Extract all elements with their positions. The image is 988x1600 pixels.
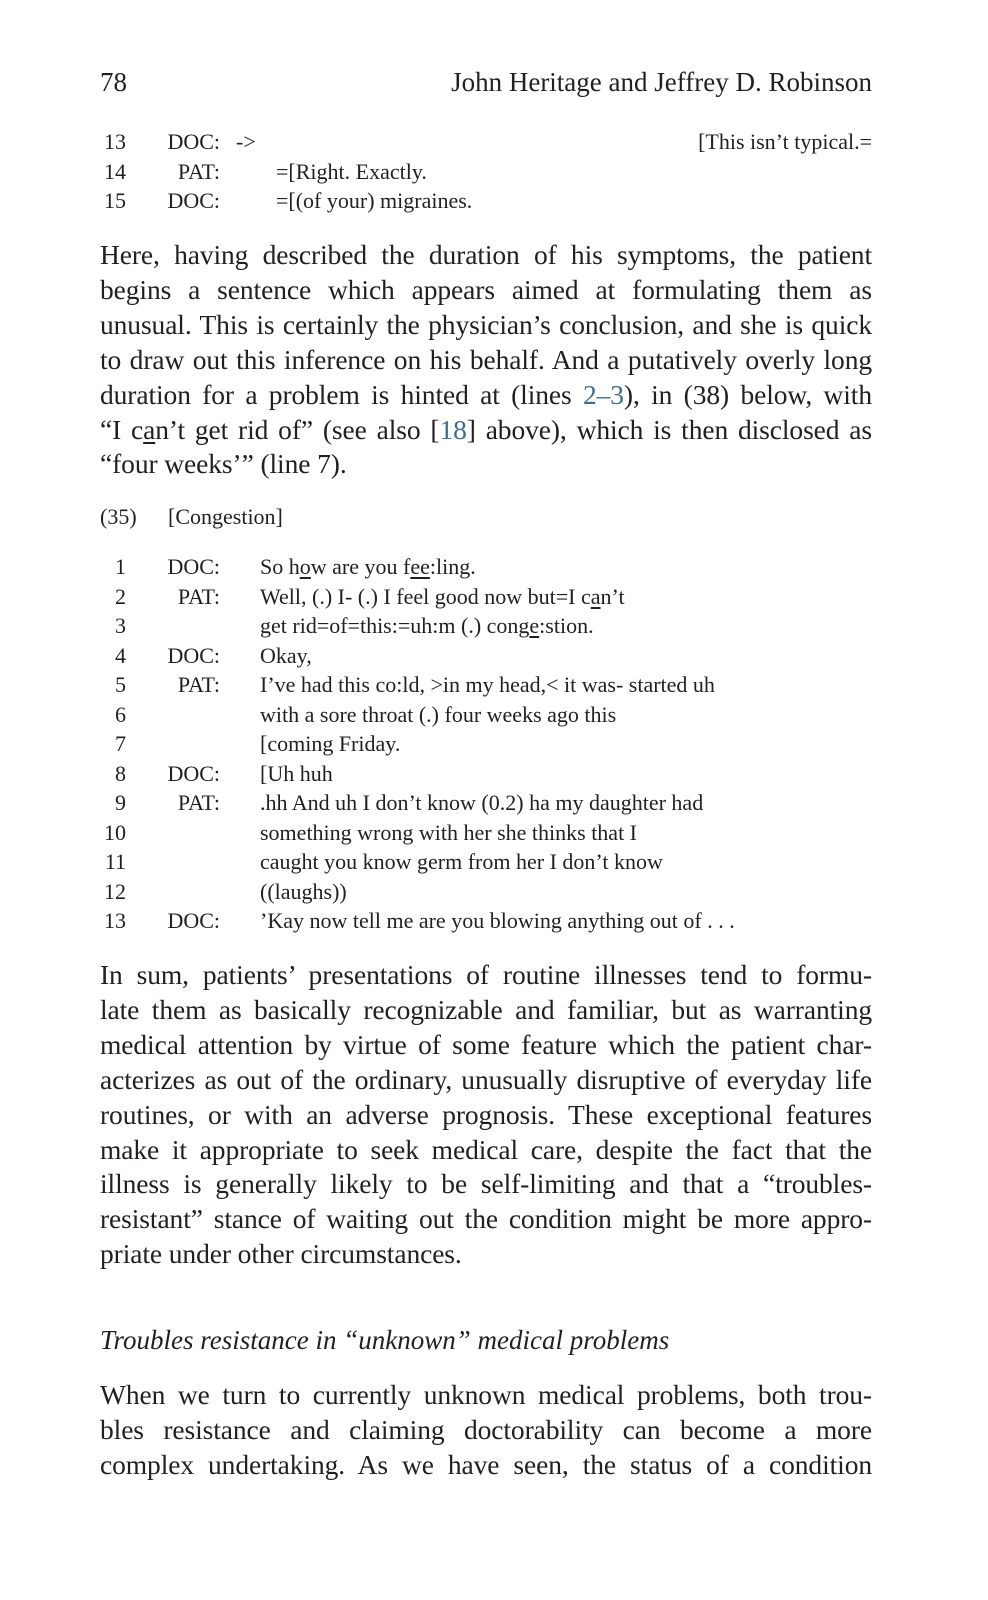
- utterance-text: Well, (.) I- (.) I feel good now but=I can’t: [260, 583, 625, 609]
- example-reference-link[interactable]: 18: [439, 413, 467, 445]
- text-line: late them as basically recognizable and familiar, but as warranting: [100, 993, 872, 1025]
- transcript-line: [100, 127, 872, 157]
- line-number: 3: [115, 613, 126, 638]
- utterance-text: something wrong with her she thinks that I: [260, 819, 638, 845]
- speaker-label: DOC:: [167, 908, 220, 933]
- utterance-text: [coming Friday.: [260, 731, 401, 756]
- utterance-text: ((laughs)): [260, 878, 347, 904]
- utterance-text: [This isn’t typical.=: [698, 129, 872, 154]
- utterance-text: =[Right. Exactly.: [276, 158, 427, 184]
- text-line: resistant” stance of waiting out the condition might be more appro-: [100, 1203, 872, 1235]
- transcript-line: [100, 641, 872, 671]
- line-number: 13: [104, 908, 126, 933]
- text-line: priate under other circumstances.: [100, 1238, 462, 1270]
- transcript-fragment: [100, 127, 872, 216]
- text-line: medical attention by virtue of some feature which the patient char-: [100, 1028, 872, 1060]
- utterance-text: with a sore throat (.) four weeks ago this: [260, 701, 617, 727]
- transcript-line: [100, 670, 872, 700]
- text-line: In sum, patients’ presentations of routine illnesses tend to formu-: [100, 959, 872, 990]
- text-line: When we turn to currently unknown medical problems, both trou-: [100, 1379, 872, 1410]
- transcript-line: [100, 611, 872, 641]
- utterance-text: [Uh huh: [260, 760, 333, 786]
- utterance-text: I’ve had this co:ld, >in my head,< it was- started uh: [260, 672, 715, 697]
- text-line: to draw out this inference on his behalf. And a putatively overly long: [100, 343, 872, 375]
- line-number: 2: [115, 583, 126, 609]
- line-number: 6: [115, 701, 126, 727]
- text-line: complex undertaking. As we have seen, the status of a condition: [100, 1448, 872, 1480]
- line-number: 7: [115, 731, 126, 756]
- speaker-label: PAT:: [177, 158, 220, 184]
- line-number: 9: [115, 790, 126, 815]
- transcript-line: [100, 877, 872, 907]
- utterance-text: caught you know germ from her I don’t know: [260, 849, 663, 874]
- line-number: 15: [104, 188, 126, 213]
- line-number: 8: [115, 760, 126, 786]
- text-line: Here, having described the duration of his symptoms, the patient: [100, 239, 872, 270]
- transcript-line: [100, 157, 872, 187]
- utterance-text: So how are you fee:ling.: [260, 554, 476, 579]
- transcript-line: [100, 788, 872, 818]
- transcript-line: [100, 759, 872, 789]
- line-reference-link[interactable]: 2–3: [582, 378, 624, 410]
- line-number: 14: [104, 158, 126, 184]
- speaker-label: DOC:: [167, 129, 220, 154]
- transcript-line: [100, 729, 872, 759]
- utterance-text: ’Kay now tell me are you blowing anything out of . . .: [260, 908, 735, 933]
- text-line: unusual. This is certainly the physician’s conclusion, and she is quick: [100, 308, 872, 340]
- line-number: 10: [104, 819, 126, 845]
- utterance-text: Okay,: [260, 642, 312, 668]
- body-paragraph: [100, 1378, 872, 1483]
- utterance-text: get rid=of=this:=uh:m (.) conge:stion.: [260, 613, 594, 638]
- example-title: [Congestion]: [168, 504, 283, 529]
- text-line: routines, or with an adverse prognosis. These exceptional features: [100, 1098, 872, 1130]
- target-arrow: ->: [236, 129, 256, 154]
- transcript-line: [100, 186, 872, 216]
- transcript-congestion: [100, 552, 872, 936]
- body-paragraph: [100, 238, 872, 482]
- book-page: [100, 0, 872, 1600]
- speaker-label: PAT:: [177, 672, 220, 697]
- line-number: 4: [115, 642, 126, 668]
- utterance-text: =[(of your) migraines.: [276, 188, 473, 213]
- running-head: John Heritage and Jeffrey D. Robinson: [451, 67, 872, 97]
- text-line: illness is generally likely to be self-limiting and that a “troubles-: [100, 1168, 872, 1200]
- text-line: “four weeks’” (line 7).: [100, 448, 347, 480]
- speaker-label: PAT:: [177, 790, 220, 815]
- text-line: “I can’t get rid of” (see also [18] above), which is then disclosed as: [100, 413, 873, 445]
- line-number: 11: [104, 849, 126, 874]
- speaker-label: DOC:: [167, 188, 220, 213]
- speaker-label: DOC:: [167, 760, 220, 786]
- line-number: 13: [104, 129, 126, 154]
- body-paragraph: [100, 958, 872, 1272]
- text-line: make it appropriate to seek medical care, despite the fact that the: [100, 1133, 872, 1165]
- transcript-line: [100, 582, 872, 612]
- page-header: [100, 64, 872, 100]
- text-line: duration for a problem is hinted at (lines 2–3), in (38) below, with: [100, 378, 872, 410]
- section-subheading: Troubles resistance in “unknown” medical problems: [100, 1325, 670, 1355]
- transcript-line: [100, 906, 872, 936]
- transcript-line: [100, 552, 872, 582]
- speaker-label: DOC:: [167, 554, 220, 579]
- utterance-text: .hh And uh I don’t know (0.2) ha my daughter had: [260, 790, 704, 815]
- speaker-label: DOC:: [167, 642, 220, 668]
- transcript-line: [100, 700, 872, 730]
- page-number: 78: [100, 67, 127, 97]
- example-number: (35): [100, 504, 137, 529]
- speaker-label: PAT:: [177, 583, 220, 609]
- transcript-line: [100, 847, 872, 877]
- text-line: bles resistance and claiming doctorability can become a more: [100, 1413, 872, 1445]
- text-line: begins a sentence which appears aimed at formulating them as: [100, 273, 872, 305]
- line-number: 1: [115, 554, 126, 579]
- transcript-line: [100, 818, 872, 848]
- line-number: 12: [104, 878, 126, 904]
- text-line: acterizes as out of the ordinary, unusually disruptive of everyday life: [100, 1063, 872, 1095]
- line-number: 5: [115, 672, 126, 697]
